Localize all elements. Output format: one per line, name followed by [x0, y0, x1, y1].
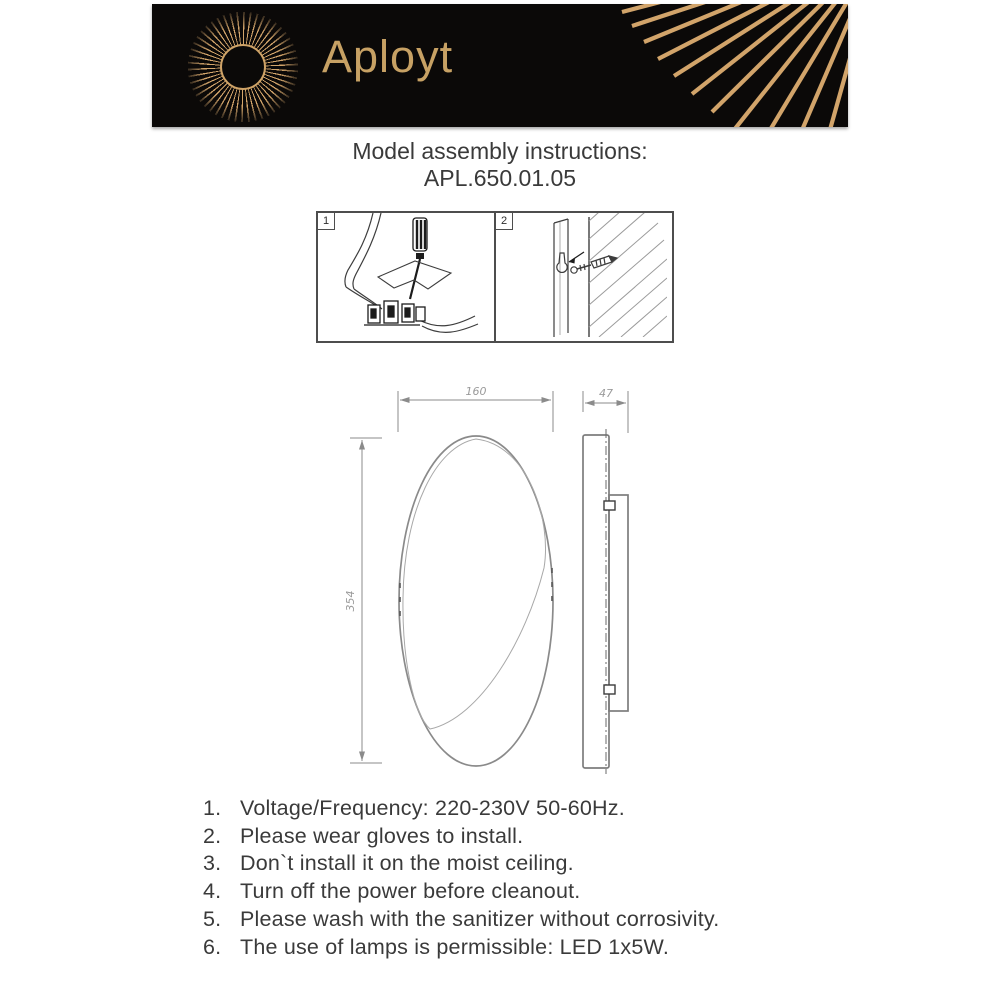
item-number: 4. — [203, 879, 222, 904]
dimension-height — [344, 438, 382, 763]
step-2-number: 2 — [496, 213, 513, 230]
item-text: Don`t install it on the moist ceiling. — [240, 851, 574, 876]
list-item — [203, 934, 719, 962]
sunburst-core — [220, 44, 266, 90]
step-1-number: 1 — [318, 213, 335, 230]
instruction-list — [203, 795, 719, 961]
terminal-block — [364, 301, 425, 325]
height-label: 354 — [344, 590, 357, 612]
lamp-technical-drawing — [330, 382, 690, 792]
item-number: 3. — [203, 851, 222, 876]
dimension-depth — [583, 387, 628, 433]
item-number: 5. — [203, 906, 222, 931]
page-title: Model assembly instructions: — [352, 138, 648, 164]
side-view — [583, 429, 628, 774]
brand-header — [152, 4, 848, 127]
assembly-steps — [316, 211, 674, 343]
step-1-illustration-icon — [318, 213, 490, 337]
list-item — [203, 795, 719, 823]
list-item — [203, 850, 719, 878]
step-2-illustration-icon — [496, 213, 667, 337]
back-panel — [554, 219, 568, 337]
item-number: 2. — [203, 823, 222, 848]
item-number: 1. — [203, 796, 222, 820]
depth-label: 47 — [599, 387, 613, 400]
dimension-width — [398, 385, 553, 432]
screw-anchor-icon — [569, 252, 617, 273]
list-item — [203, 823, 719, 851]
width-label: 160 — [465, 385, 487, 398]
item-text: Turn off the power before cleanout. — [240, 879, 581, 904]
item-text: Please wash with the sanitizer without corrosivity. — [240, 906, 720, 931]
title-block — [0, 138, 1000, 192]
brand-name: Aployt — [322, 31, 454, 82]
wall-hatching — [589, 213, 667, 337]
list-item — [203, 878, 719, 906]
assembly-step-2 — [494, 211, 674, 343]
front-view — [399, 436, 553, 766]
item-number: 6. — [203, 934, 222, 959]
item-text: The use of lamps is permissible: LED 1x5W. — [240, 934, 670, 959]
item-text: Voltage/Frequency: 220-230V 50-60Hz. — [240, 796, 625, 820]
list-item — [203, 906, 719, 934]
sunburst-logo-icon — [188, 12, 298, 122]
keyhole-slot-icon — [557, 253, 567, 272]
item-text: Please wear gloves to install. — [240, 823, 524, 848]
assembly-step-1 — [316, 211, 496, 343]
model-number: APL.650.01.05 — [423, 165, 577, 191]
